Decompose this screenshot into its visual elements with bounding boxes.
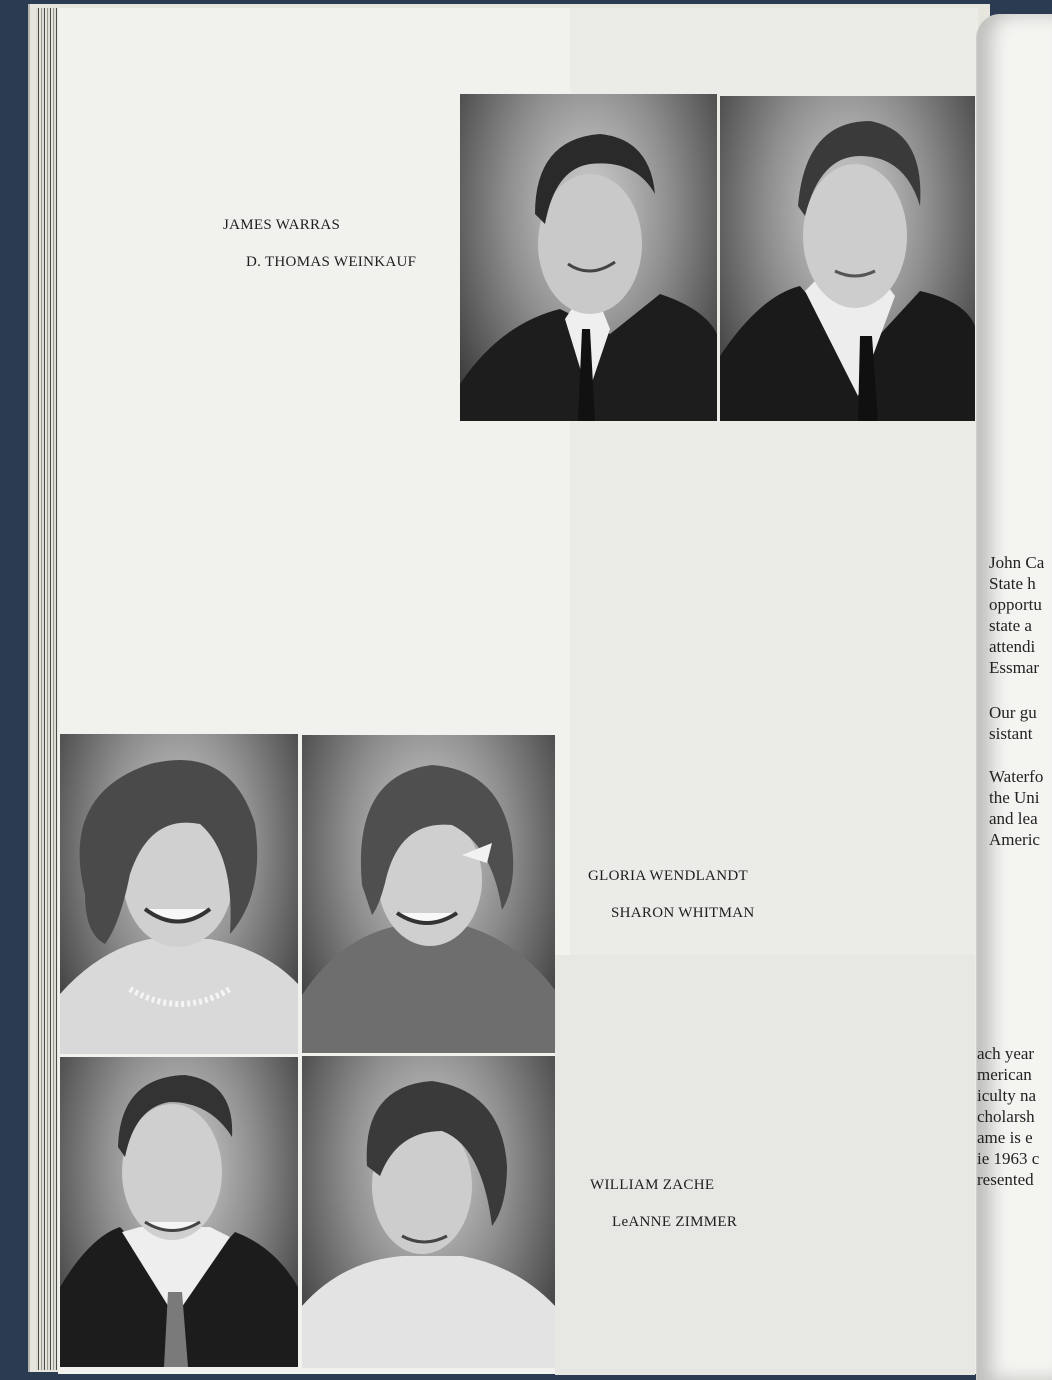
right-text-line: the Uni: [989, 788, 1040, 807]
right-text-line: state a: [989, 616, 1032, 635]
right-text-line: ame is e: [977, 1128, 1033, 1147]
name-gloria-wendlandt: GLORIA WENDLANDT: [588, 868, 748, 884]
portrait-photo: [60, 1057, 298, 1367]
portrait-photo: [302, 735, 555, 1053]
portrait-photo: [720, 96, 975, 421]
right-text-line: merican: [977, 1065, 1032, 1084]
right-text-line: Essmar: [989, 658, 1040, 677]
right-text-line: attendi: [989, 637, 1036, 656]
show-through-area-lower: [555, 955, 975, 1375]
right-page: [976, 14, 1052, 1380]
right-text-line: Our gu: [989, 703, 1037, 722]
right-text-line: ach year: [977, 1044, 1035, 1063]
portrait-photo: [302, 1056, 555, 1368]
name-sharon-whitman: SHARON WHITMAN: [611, 905, 755, 921]
name-william-zache: WILLIAM ZACHE: [590, 1177, 715, 1193]
name-james-warras: JAMES WARRAS: [223, 217, 341, 233]
right-text-line: opportu: [989, 595, 1042, 614]
right-text-line: John Ca: [989, 553, 1045, 572]
name-thomas-weinkauf: D. THOMAS WEINKAUF: [246, 254, 417, 270]
right-text-line: iculty na: [977, 1086, 1037, 1105]
name-leanne-zimmer: LeANNE ZIMMER: [612, 1214, 738, 1230]
right-text-line: Americ: [989, 830, 1040, 849]
portrait-photo: [460, 94, 717, 421]
right-text-line: resented: [977, 1170, 1034, 1189]
right-text-line: ie 1963 c: [977, 1149, 1040, 1168]
portrait-photo: [60, 734, 298, 1054]
page-edges: [36, 8, 60, 1370]
right-text-line: cholarsh: [977, 1107, 1035, 1126]
right-text-line: and lea: [989, 809, 1038, 828]
right-text-line: State h: [989, 574, 1036, 593]
right-text-line: Waterfo: [989, 767, 1044, 786]
right-text-line: sistant: [989, 724, 1033, 743]
